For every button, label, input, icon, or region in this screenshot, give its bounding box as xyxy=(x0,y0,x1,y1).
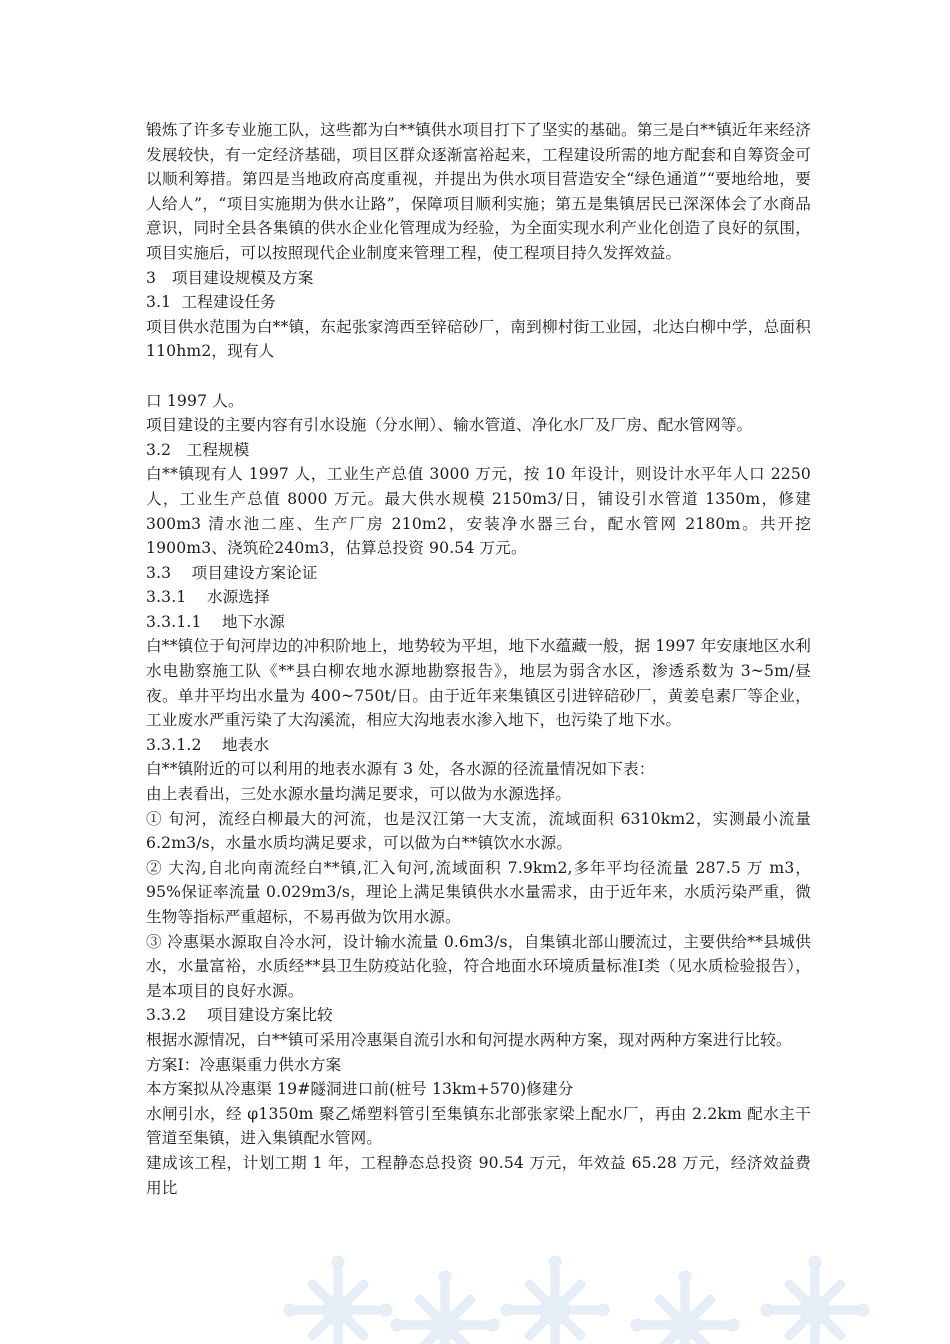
watermark-flake-2 xyxy=(498,1255,611,1344)
blank-line xyxy=(146,364,811,389)
paragraph-scheme-1-investment: 建成该工程，计划工期 1 年，工程静态总投资 90.54 万元，年效益 65.28 万元，经济效益费用比 xyxy=(146,1153,811,1197)
paragraph-scheme-comparison: 根据水源情况，白**镇可采用冷惠渠自流引水和旬河提水两种方案，现对两种方案进行比较。 xyxy=(146,1030,792,1049)
paragraph-scheme-1-intake: 本方案拟从冷惠渠 19#隧洞进口前(桩号 13km+570)修建分 xyxy=(146,1080,574,1099)
watermark-flake-3 xyxy=(758,1255,871,1344)
section-heading-3-3-1-1: 3.3.1.1 地下水源 xyxy=(146,612,286,631)
section-heading-3-3-2: 3.3.2 项目建设方案比较 xyxy=(146,1006,333,1025)
section-heading-3: 3 项目建设规模及方案 xyxy=(146,268,314,287)
watermark-flake-4 xyxy=(388,1268,501,1344)
watermark-flake-1 xyxy=(281,1255,394,1344)
paragraph-surface-water-sources: 白**镇附近的可以利用的地表水源有 3 处，各水源的径流量情况如下表： xyxy=(146,760,655,779)
section-heading-3-3: 3.3 项目建设方案论证 xyxy=(146,563,318,582)
paragraph-groundwater: 白**镇位于旬河岸边的冲积阶地上，地势较为平坦，地下水蕴藏一般，据 1997 年安康地区水利水电勘察施工队《**县白柳农地水源地勘察报告》，地层为弱含水区，渗透系数为 3~5m/昼夜。单井平均出水量为 400~750t/日。由于近年来集镇区引进锌碚砂厂，黄姜皂素厂等企业，工业废水严重污染了大沟溪流，相应大沟地表水渗入地下，也污染了地下水。 xyxy=(146,637,811,730)
paragraph-main-contents: 项目建设的主要内容有引水设施（分水闸）、输水管道、净化水厂及厂房、配水管网等。 xyxy=(146,416,753,435)
paragraph-source-lenghui-canal: ③ 冷惠渠水源取自冷水河，设计输水流量 0.6m3/s，自集镇北部山腰流过，主要供给**县城供水，水量富裕，水质经**县卫生防疫站化验，符合地面水环境质量标准Ⅰ类（见水质检验报告），是本项目的良好水源。 xyxy=(146,932,811,1000)
paragraph-table-conclusion: 由上表看出，三处水源水量均满足要求，可以做为水源选择。 xyxy=(146,785,572,804)
paragraph-source-xun-river: ① 旬河，流经白柳最大的河流，也是汉江第一大支流，流域面积 6310km2，实测最小流量6.2m3/s，水量水质均满足要求，可以做为白**镇饮水水源。 xyxy=(146,809,811,853)
paragraph-source-dagou: ② 大沟,自北向南流经白**镇,汇入旬河,流域面积 7.9km2,多年平均径流量 287.5 万 m3，95%保证率流量 0.029m3/s，理论上满足集镇供水水量需求，由于近年来，水质污染严重，微生物等指标严重超标，不易再做为饮用水源。 xyxy=(146,858,811,926)
paragraph-project-scale: 白**镇现有人 1997 人，工业生产总值 3000 万元，按 10 年设计，则设计水平年人口 2250 人，工业生产总值 8000 万元。最大供水规模 2150m3/日，铺设引水管道 1350m，修建 300m3 清水池二座、生产厂房 210m2，安装净水器三台，配水管网 2180m。共开挖 1900m3、浇筑砼240m3，估算总投资 90.54 万元。 xyxy=(146,465,811,558)
document-page xyxy=(146,118,811,1200)
watermark-flake-5 xyxy=(628,1268,741,1344)
section-heading-3-2: 3.2 工程规模 xyxy=(146,440,250,459)
section-heading-3-1: 3.1 工程建设任务 xyxy=(146,293,276,312)
section-heading-3-3-1-2: 3.3.1.2 地表水 xyxy=(146,735,270,754)
paragraph-population: 口 1997 人。 xyxy=(146,391,244,410)
paragraph-scheme-1-pipeline: 水闸引水，经 φ1350m 聚乙烯塑料管引至集镇东北部张家梁上配水厂，再由 2.2km 配水主干管道至集镇，进入集镇配水管网。 xyxy=(146,1104,811,1148)
paragraph-project-advantages: 锻炼了许多专业施工队，这些都为白**镇供水项目打下了坚实的基础。第三是白**镇近年来经济发展较快，有一定经济基础，项目区群众逐渐富裕起来，工程建设所需的地方配套和自筹资金可以顺利筹措。第四是当地政府高度重视，并提出为供水项目营造安全“绿色通道”“要地给地，要人给人”，“项目实施期为供水让路”，保障项目顺利实施；第五是集镇居民已深深体会了水商品意识，同时全县各集镇的供水企业化管理成为经验，为全面实现水利产业化创造了良好的氛围，项目实施后，可以按照现代企业制度来管理工程，使工程项目持久发挥效益。 xyxy=(146,121,811,262)
paragraph-supply-range: 项目供水范围为白**镇，东起张家湾西至锌碚砂厂，南到柳村街工业园，北达白柳中学，总面积 110hm2，现有人 xyxy=(146,317,811,361)
snowflake-watermark xyxy=(0,1255,950,1344)
section-heading-3-3-1: 3.3.1 水源选择 xyxy=(146,588,270,607)
paragraph-scheme-1-title: 方案Ⅰ：冷惠渠重力供水方案 xyxy=(146,1055,342,1074)
